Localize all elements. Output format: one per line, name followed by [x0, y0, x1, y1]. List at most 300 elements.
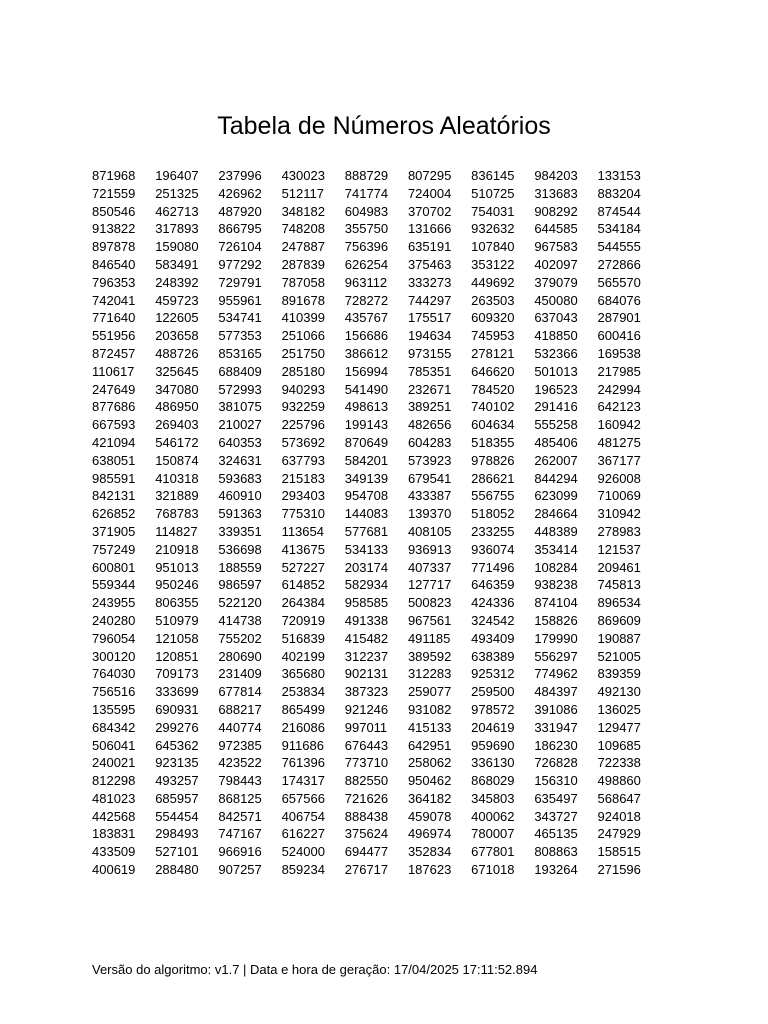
- table-cell: 532366: [534, 345, 578, 361]
- table-cell: 506041: [92, 737, 136, 753]
- table-cell: 950462: [407, 773, 452, 789]
- table-cell: 481023: [92, 790, 136, 806]
- table-cell: 638389: [471, 648, 515, 664]
- table-cell: 493409: [471, 630, 515, 646]
- table-cell: 936913: [407, 541, 452, 557]
- table-cell: 534184: [597, 221, 641, 237]
- table-cell: 217985: [597, 363, 641, 379]
- table-row: [92, 274, 648, 292]
- table-cell: 426962: [218, 185, 262, 201]
- table-cell: 183831: [92, 826, 136, 842]
- table-cell: 251066: [281, 328, 325, 344]
- table-cell: 175517: [407, 310, 452, 326]
- table-row: [92, 737, 648, 755]
- table-cell: 331947: [534, 719, 578, 735]
- table-cell: 722338: [597, 755, 641, 771]
- table-cell: 973155: [407, 345, 452, 361]
- table-cell: 888438: [344, 808, 389, 824]
- table-cell: 870649: [344, 434, 389, 450]
- table-cell: 657566: [281, 790, 325, 806]
- table-cell: 333273: [407, 274, 452, 290]
- table-row: [92, 683, 648, 701]
- table-row: [92, 861, 648, 879]
- table-cell: 121058: [155, 630, 199, 646]
- table-row: [92, 416, 648, 434]
- table-cell: 287901: [597, 310, 641, 326]
- table-cell: 709173: [155, 666, 199, 682]
- table-cell: 243955: [92, 595, 136, 611]
- table-cell: 110617: [92, 363, 135, 379]
- table-cell: 742041: [92, 292, 136, 308]
- table-row: [92, 719, 648, 737]
- table-cell: 516839: [281, 630, 325, 646]
- table-cell: 721559: [92, 185, 136, 201]
- table-row: [92, 220, 648, 238]
- table-cell: 684342: [92, 719, 136, 735]
- table-cell: 247929: [597, 826, 641, 842]
- table-cell: 402097: [534, 256, 578, 272]
- table-cell: 844294: [534, 470, 578, 486]
- table-row: [92, 309, 648, 327]
- table-cell: 159080: [155, 239, 199, 255]
- table-cell: 278121: [471, 345, 515, 361]
- table-cell: 415482: [344, 630, 389, 646]
- table-cell: 285180: [281, 363, 325, 379]
- table-cell: 958585: [344, 595, 389, 611]
- table-cell: 518052: [471, 506, 515, 522]
- table-cell: 371905: [92, 523, 136, 539]
- table-cell: 131666: [407, 221, 452, 237]
- table-cell: 406754: [281, 808, 325, 824]
- table-cell: 978572: [471, 701, 515, 717]
- table-cell: 911686: [281, 737, 324, 753]
- table-cell: 215183: [281, 470, 325, 486]
- table-cell: 375624: [344, 826, 389, 842]
- table-row: [92, 772, 648, 790]
- table-cell: 536698: [218, 541, 262, 557]
- table-cell: 635497: [534, 790, 578, 806]
- table-cell: 240280: [92, 612, 136, 628]
- table-cell: 440774: [218, 719, 262, 735]
- table-cell: 572993: [218, 381, 262, 397]
- table-cell: 637793: [281, 452, 325, 468]
- table-cell: 796054: [92, 630, 136, 646]
- table-cell: 364182: [407, 790, 452, 806]
- table-cell: 677814: [218, 684, 262, 700]
- table-cell: 600801: [92, 559, 136, 575]
- table-cell: 640353: [218, 434, 262, 450]
- table-cell: 842131: [92, 488, 136, 504]
- table-cell: 836145: [471, 168, 515, 183]
- table-cell: 972385: [218, 737, 262, 753]
- table-cell: 645362: [155, 737, 199, 753]
- table-cell: 967583: [534, 239, 578, 255]
- table-cell: 986597: [218, 577, 262, 593]
- table-cell: 676443: [344, 737, 389, 753]
- table-cell: 135595: [92, 701, 136, 717]
- table-cell: 638051: [92, 452, 136, 468]
- table-cell: 160942: [597, 417, 641, 433]
- table-row: [92, 701, 648, 719]
- table-cell: 796353: [92, 274, 136, 290]
- table-cell: 186230: [534, 737, 578, 753]
- table-cell: 593683: [218, 470, 262, 486]
- table-cell: 430023: [281, 168, 325, 183]
- table-cell: 144083: [344, 506, 389, 522]
- table-cell: 156686: [344, 328, 389, 344]
- table-row: [92, 292, 648, 310]
- table-cell: 853165: [218, 345, 262, 361]
- table-cell: 156310: [534, 773, 578, 789]
- table-cell: 897878: [92, 239, 136, 255]
- table-cell: 259500: [471, 684, 515, 700]
- table-cell: 518355: [471, 434, 515, 450]
- table-cell: 379079: [534, 274, 578, 290]
- table-cell: 951013: [155, 559, 199, 575]
- table-cell: 690931: [155, 701, 199, 717]
- table-cell: 386612: [344, 345, 389, 361]
- table-cell: 293403: [281, 488, 325, 504]
- table-cell: 677801: [471, 844, 515, 860]
- table-cell: 774962: [534, 666, 578, 682]
- table-cell: 626254: [344, 256, 389, 272]
- table-cell: 242994: [597, 381, 641, 397]
- table-row: [92, 523, 648, 541]
- table-cell: 780007: [471, 826, 515, 842]
- table-cell: 460910: [218, 488, 262, 504]
- table-cell: 375463: [407, 256, 452, 272]
- table-cell: 343727: [534, 808, 578, 824]
- table-row: [92, 345, 648, 363]
- table-cell: 740102: [471, 399, 515, 415]
- table-row: [92, 203, 648, 221]
- table-cell: 959690: [471, 737, 515, 753]
- table-cell: 534133: [344, 541, 389, 557]
- table-cell: 485406: [534, 434, 578, 450]
- table-cell: 121537: [597, 541, 641, 557]
- table-cell: 559344: [92, 577, 136, 593]
- table-cell: 771640: [92, 310, 136, 326]
- table-cell: 741774: [344, 185, 389, 201]
- table-cell: 850546: [92, 203, 136, 219]
- table-cell: 997011: [344, 719, 388, 735]
- table-cell: 761396: [281, 755, 325, 771]
- table-row: [92, 381, 648, 399]
- table-cell: 812298: [92, 773, 136, 789]
- table-cell: 978826: [471, 452, 515, 468]
- table-cell: 210918: [155, 541, 199, 557]
- table-cell: 967561: [407, 612, 452, 628]
- table-cell: 321889: [155, 488, 199, 504]
- table-row: [92, 238, 648, 256]
- table-body: [92, 167, 648, 879]
- table-cell: 482656: [407, 417, 452, 433]
- table-cell: 402199: [281, 648, 325, 664]
- table-cell: 448389: [534, 523, 578, 539]
- table-cell: 225796: [281, 417, 325, 433]
- table-cell: 216086: [281, 719, 325, 735]
- table-cell: 247887: [281, 239, 325, 255]
- table-cell: 604983: [344, 203, 389, 219]
- table-cell: 573923: [407, 452, 452, 468]
- table-row: [92, 576, 648, 594]
- table-cell: 728272: [344, 292, 389, 308]
- table-cell: 616227: [281, 826, 325, 842]
- table-cell: 263503: [471, 292, 515, 308]
- table-cell: 839359: [597, 666, 641, 682]
- table-cell: 269403: [155, 417, 199, 433]
- table-cell: 902131: [344, 666, 389, 682]
- table-cell: 604634: [471, 417, 515, 433]
- table-cell: 122605: [155, 310, 199, 326]
- table-cell: 522120: [218, 595, 262, 611]
- table-cell: 139370: [407, 506, 452, 522]
- table-cell: 442568: [92, 808, 136, 824]
- table-cell: 310942: [597, 506, 641, 522]
- table-cell: 414738: [218, 612, 262, 628]
- table-row: [92, 256, 648, 274]
- table-cell: 744297: [407, 292, 452, 308]
- table-cell: 501013: [534, 363, 578, 379]
- table-cell: 977292: [218, 256, 262, 272]
- table-cell: 400619: [92, 862, 136, 878]
- table-cell: 646620: [471, 363, 515, 379]
- table-cell: 487920: [218, 203, 262, 219]
- table-cell: 158826: [534, 612, 578, 628]
- table-cell: 259077: [407, 684, 452, 700]
- table-cell: 667593: [92, 417, 136, 433]
- table-cell: 726828: [534, 755, 578, 771]
- table-cell: 365680: [281, 666, 325, 682]
- table-cell: 317893: [155, 221, 199, 237]
- table-row: [92, 470, 648, 488]
- table-cell: 764030: [92, 666, 136, 682]
- page-title: Tabela de Números Aleatórios: [217, 112, 551, 140]
- table-cell: 336130: [471, 755, 515, 771]
- table-cell: 546172: [155, 434, 199, 450]
- random-numbers-table: [92, 167, 648, 879]
- table-cell: 600416: [597, 328, 641, 344]
- table-cell: 555258: [534, 417, 578, 433]
- table-cell: 872457: [92, 345, 136, 361]
- table-cell: 521005: [597, 648, 641, 664]
- table-cell: 286621: [471, 470, 515, 486]
- table-cell: 196523: [534, 381, 578, 397]
- table-cell: 179990: [534, 630, 578, 646]
- table-cell: 498860: [597, 773, 641, 789]
- table-cell: 688409: [218, 363, 262, 379]
- table-cell: 637043: [534, 310, 578, 326]
- table-cell: 433509: [92, 844, 136, 860]
- table-cell: 280690: [218, 648, 262, 664]
- table-cell: 757249: [92, 541, 136, 557]
- table-row: [92, 612, 648, 630]
- table-cell: 527101: [155, 844, 199, 860]
- table-cell: 129477: [597, 719, 641, 735]
- table-cell: 846540: [92, 256, 136, 272]
- table-cell: 721626: [344, 790, 389, 806]
- table-cell: 768783: [155, 506, 199, 522]
- table-cell: 240021: [92, 755, 136, 771]
- table-cell: 486950: [155, 399, 199, 415]
- table-cell: 324631: [218, 452, 262, 468]
- table-cell: 150874: [155, 452, 199, 468]
- table-cell: 684076: [597, 292, 641, 308]
- table-cell: 565570: [597, 274, 641, 290]
- table-cell: 493257: [155, 773, 199, 789]
- table-cell: 623099: [534, 488, 578, 504]
- table-cell: 199143: [344, 417, 389, 433]
- table-row: [92, 327, 648, 345]
- table-cell: 604283: [407, 434, 452, 450]
- table-cell: 418850: [534, 328, 578, 344]
- table-row: [92, 452, 648, 470]
- table-cell: 921246: [344, 701, 389, 717]
- table-cell: 136025: [597, 701, 641, 717]
- table-cell: 253834: [281, 684, 325, 700]
- table-cell: 955961: [218, 292, 262, 308]
- table-cell: 710069: [597, 488, 641, 504]
- table-cell: 954708: [344, 488, 389, 504]
- table-cell: 190887: [597, 630, 641, 646]
- table-cell: 784520: [471, 381, 515, 397]
- table-cell: 747167: [218, 826, 262, 842]
- table-cell: 298493: [155, 826, 199, 842]
- table-cell: 573692: [281, 434, 325, 450]
- table-cell: 685957: [155, 790, 199, 806]
- table-cell: 353122: [471, 256, 515, 272]
- table-cell: 882550: [344, 773, 389, 789]
- table-cell: 891678: [281, 292, 325, 308]
- table-cell: 203174: [344, 559, 389, 575]
- table-cell: 646359: [471, 577, 515, 593]
- table-cell: 940293: [281, 381, 325, 397]
- table-cell: 883204: [597, 185, 641, 201]
- table-cell: 729791: [218, 274, 262, 290]
- table-row: [92, 541, 648, 559]
- table-cell: 299276: [155, 719, 199, 735]
- table-cell: 348182: [281, 203, 325, 219]
- table-row: [92, 843, 648, 861]
- table-cell: 936074: [471, 541, 515, 557]
- table-cell: 773710: [344, 755, 389, 771]
- table-cell: 209461: [597, 559, 641, 575]
- table-cell: 756516: [92, 684, 136, 700]
- table-cell: 584201: [344, 452, 389, 468]
- table-cell: 726104: [218, 239, 262, 255]
- table-cell: 237996: [218, 168, 262, 183]
- table-cell: 865499: [281, 701, 325, 717]
- table-cell: 871968: [92, 168, 136, 183]
- table-cell: 459078: [407, 808, 452, 824]
- table-cell: 400062: [471, 808, 515, 824]
- table-cell: 381075: [218, 399, 262, 415]
- table-cell: 345803: [471, 790, 515, 806]
- table-cell: 907257: [218, 862, 262, 878]
- table-cell: 671018: [471, 862, 515, 878]
- table-cell: 923135: [155, 755, 199, 771]
- table-cell: 424336: [471, 595, 515, 611]
- table-cell: 312283: [407, 666, 452, 682]
- table-cell: 787058: [281, 274, 325, 290]
- table-cell: 203658: [155, 328, 199, 344]
- table-row: [92, 825, 648, 843]
- table-cell: 231409: [218, 666, 262, 682]
- table-row: [92, 167, 648, 185]
- table-cell: 874544: [597, 203, 641, 219]
- table-cell: 370702: [407, 203, 452, 219]
- table-cell: 449692: [471, 274, 515, 290]
- table-cell: 966916: [218, 844, 262, 860]
- table-cell: 288480: [155, 862, 199, 878]
- table-cell: 247649: [92, 381, 136, 397]
- table-cell: 626852: [92, 506, 136, 522]
- table-cell: 324542: [471, 612, 515, 628]
- table-cell: 541490: [344, 381, 389, 397]
- table-cell: 745813: [597, 577, 641, 593]
- table-cell: 410318: [155, 470, 199, 486]
- table-cell: 109685: [597, 737, 641, 753]
- table-cell: 391086: [534, 701, 578, 717]
- table-cell: 174317: [281, 773, 325, 789]
- table-row: [92, 398, 648, 416]
- table-cell: 938238: [534, 577, 578, 593]
- table-row: [92, 754, 648, 772]
- table-cell: 194634: [407, 328, 452, 344]
- table-row: [92, 434, 648, 452]
- table-row: [92, 487, 648, 505]
- table-cell: 278983: [597, 523, 641, 539]
- table-cell: 284664: [534, 506, 578, 522]
- table-cell: 433387: [407, 488, 452, 504]
- table-cell: 114827: [155, 523, 198, 539]
- table-cell: 133153: [597, 168, 641, 183]
- table-cell: 498613: [344, 399, 389, 415]
- table-cell: 806355: [155, 595, 199, 611]
- table-cell: 842571: [218, 808, 262, 824]
- table-cell: 333699: [155, 684, 199, 700]
- table-cell: 462713: [155, 203, 199, 219]
- table-cell: 389251: [407, 399, 452, 415]
- table-cell: 925312: [471, 666, 515, 682]
- table-cell: 745953: [471, 328, 515, 344]
- table-cell: 931082: [407, 701, 452, 717]
- table-cell: 169538: [597, 345, 641, 361]
- table-cell: 347080: [155, 381, 199, 397]
- table-cell: 868125: [218, 790, 262, 806]
- table-cell: 510725: [471, 185, 515, 201]
- table-cell: 313683: [534, 185, 578, 201]
- table-cell: 465135: [534, 826, 578, 842]
- table-cell: 353414: [534, 541, 578, 557]
- table-cell: 642951: [407, 737, 452, 753]
- table-cell: 355750: [344, 221, 389, 237]
- table-cell: 635191: [407, 239, 452, 255]
- table-row: [92, 363, 648, 381]
- table-row: [92, 630, 648, 648]
- table-cell: 367177: [597, 452, 641, 468]
- table-cell: 492130: [597, 684, 641, 700]
- table-cell: 291416: [534, 399, 578, 415]
- table-cell: 913822: [92, 221, 136, 237]
- table-cell: 720919: [281, 612, 325, 628]
- table-cell: 435767: [344, 310, 389, 326]
- table-cell: 908292: [534, 203, 578, 219]
- table-cell: 591363: [218, 506, 262, 522]
- table-cell: 158515: [597, 844, 641, 860]
- table-cell: 210027: [218, 417, 262, 433]
- table-cell: 582934: [344, 577, 389, 593]
